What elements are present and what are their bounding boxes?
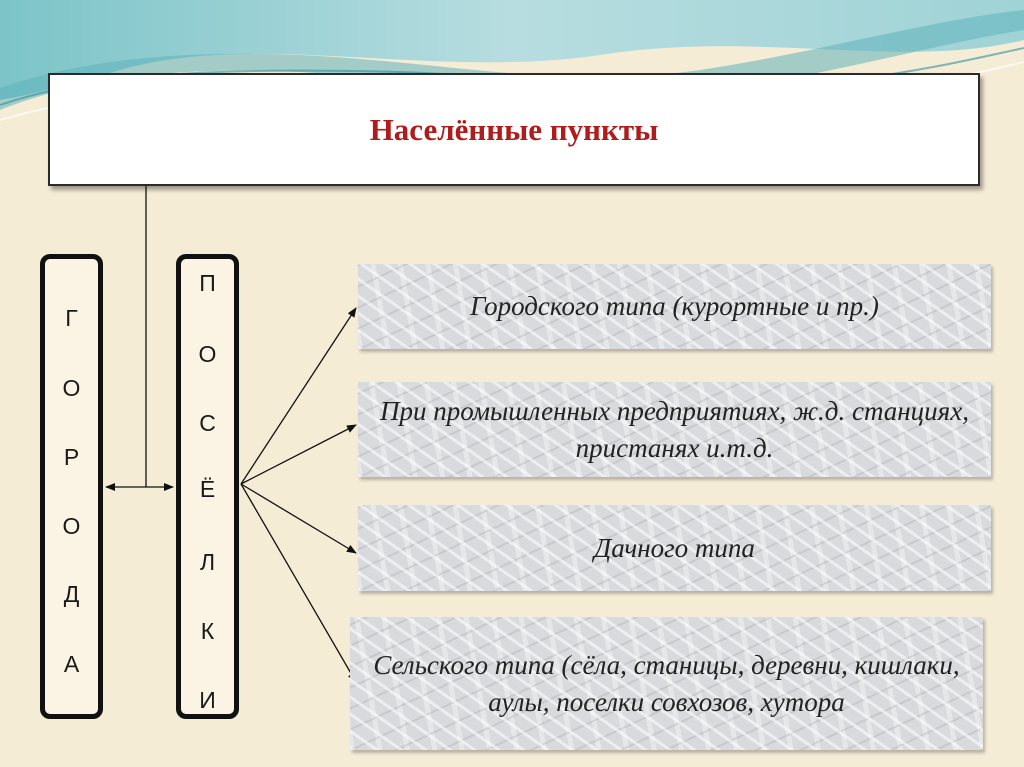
poselki-letter: Л — [199, 549, 216, 575]
arrow-to-type-3 — [241, 484, 356, 553]
type-label: При промышленных предприятиях, ж.д. станциях, пристанях и.т.д. — [380, 396, 969, 463]
type-label: Дачного типа — [594, 532, 755, 563]
poselki-letter: К — [200, 618, 215, 644]
poselki-letter: И — [199, 687, 216, 713]
poselki-box — [176, 254, 239, 719]
goroda-letter: Р — [63, 444, 80, 470]
arrow-to-type-2 — [241, 425, 356, 484]
goroda-letter: О — [62, 375, 81, 401]
type-box-rural — [350, 617, 983, 750]
poselki-letter: С — [199, 410, 216, 436]
type-label: Сельского типа (сёла, станицы, деревни, кишлаки, аулы, поселки совхозов, хутора — [373, 650, 960, 717]
arrow-to-type-1 — [241, 308, 356, 484]
diagram-title: Населённые пункты — [369, 111, 659, 147]
type-box-industrial — [358, 382, 991, 477]
type-label: Городского типа (курортные и пр.) — [470, 291, 879, 322]
poselki-letter: О — [198, 341, 217, 367]
poselki-letter: П — [199, 270, 216, 296]
type-box-dacha — [358, 505, 991, 591]
arrow-to-type-4 — [241, 484, 356, 682]
goroda-box — [40, 254, 103, 719]
type-box-urban — [358, 264, 991, 349]
goroda-letter: А — [63, 651, 80, 677]
goroda-letter: Г — [65, 305, 78, 331]
goroda-letter: Д — [63, 581, 80, 607]
goroda-letter: О — [62, 513, 81, 539]
poselki-letter: Ё — [199, 476, 216, 502]
